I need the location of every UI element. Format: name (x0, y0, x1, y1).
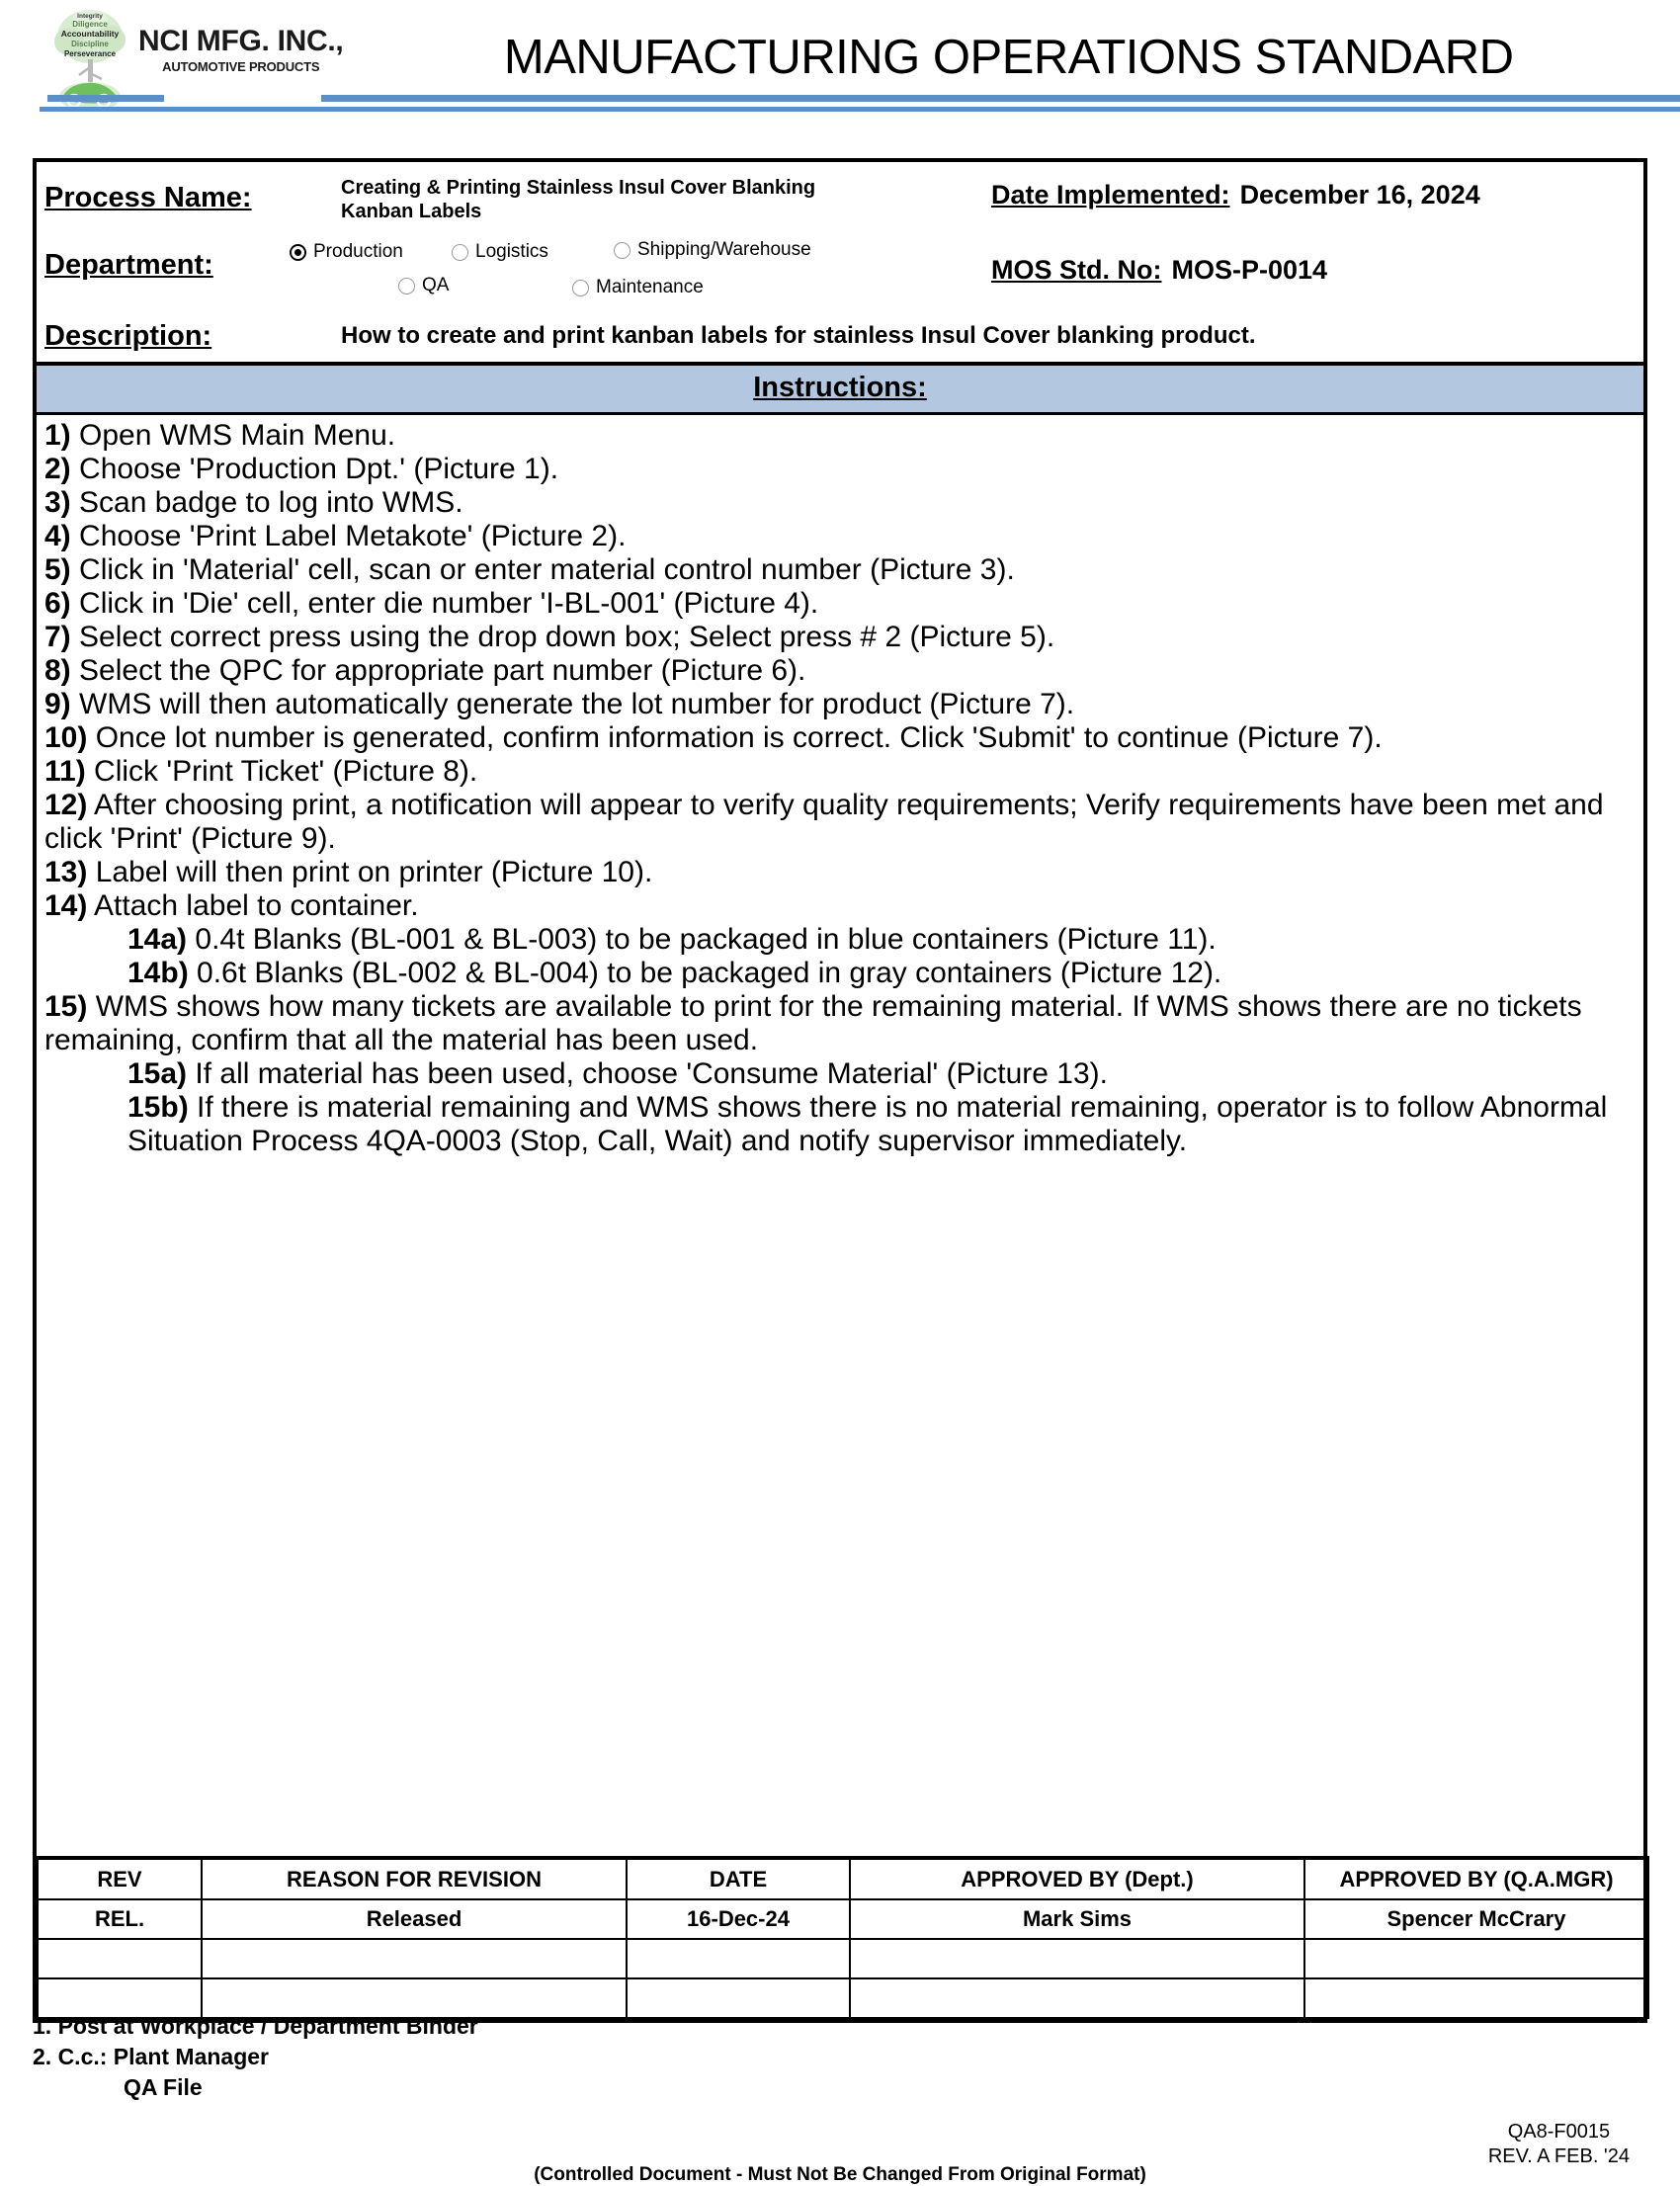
instruction-step-text: Choose 'Print Label Metakote' (Picture 2). (70, 519, 627, 552)
description-label: Description: (44, 319, 212, 352)
instruction-step (44, 957, 1634, 990)
instruction-step-number: 9) (44, 687, 71, 720)
form-revision: REV. A FEB. '24 (1487, 2145, 1630, 2167)
logo-word-2: Accountability (60, 29, 120, 39)
instructions-body (37, 415, 1643, 1856)
instruction-step (44, 520, 1634, 553)
instruction-step-text: After choosing print, a notification will appear to verify quality requirements; Verify requirements have been met and click 'Print' (Picture 9). (44, 788, 1604, 855)
instruction-step-number: 10) (44, 720, 88, 754)
description-row (37, 310, 1643, 366)
instruction-step (44, 755, 1634, 789)
instruction-step-text: Select correct press using the drop down box; Select press # 2 (Picture 5). (70, 620, 1055, 653)
radio-logistics-icon[interactable] (452, 244, 468, 261)
revision-cell: Mark Sims (850, 1899, 1304, 1939)
instruction-step (44, 688, 1634, 721)
instruction-step-text: Label will then print on printer (Picture 10). (87, 855, 653, 888)
instruction-step-text: Attach label to container. (87, 888, 419, 922)
page-title: MANUFACTURING OPERATIONS STANDARD (503, 31, 1514, 84)
department-row (37, 233, 1643, 310)
revision-table-body (38, 1899, 1648, 2018)
department-options (282, 233, 991, 310)
instruction-step-number: 15b) (127, 1090, 189, 1124)
revision-col-rev: REV (38, 1858, 202, 1899)
instruction-step-text: Click in 'Material' cell, scan or enter material control number (Picture 3). (70, 552, 1015, 586)
instruction-step-text: If there is material remaining and WMS shows there is no material remaining, operator is to follow Abnormal Situation Process 4QA-0003 (Stop, Call, Wait) and notify supervisor immediately. (127, 1090, 1608, 1157)
instruction-step-number: 14b) (127, 956, 189, 989)
footer-distribution-3: QA File (124, 2074, 203, 2101)
company-name: NCI MFG. INC., (138, 25, 344, 57)
instruction-step-text: Scan badge to log into WMS. (70, 485, 463, 519)
department-option-label: Shipping/Warehouse (637, 239, 811, 260)
instruction-step-number: 15) (44, 989, 88, 1023)
instruction-step-text: If all material has been used, choose 'Consume Material' (Picture 13). (187, 1056, 1108, 1090)
header-accent-rules (0, 95, 1680, 117)
instruction-step-text: 0.4t Blanks (BL-001 & BL-003) to be packaged in blue containers (Picture 11). (187, 922, 1217, 956)
company-tagline: AUTOMOTIVE PRODUCTS (162, 59, 320, 74)
department-option-maintenance[interactable] (572, 277, 704, 298)
date-implemented-value: December 16, 2024 (1239, 179, 1480, 210)
instruction-step-number: 7) (44, 620, 71, 653)
instruction-step-text: 0.6t Blanks (BL-002 & BL-004) to be packaged in gray containers (Picture 12). (188, 956, 1222, 989)
accent-rule-left (47, 95, 164, 102)
instruction-step (44, 553, 1634, 587)
instruction-step (44, 990, 1634, 1057)
radio-qa-icon[interactable] (398, 278, 415, 294)
department-option-label: Logistics (475, 241, 548, 262)
revision-cell: Released (202, 1899, 627, 1939)
process-name-line1: Creating & Printing Stainless Insul Cover Blanking (341, 176, 816, 199)
standard-form-frame (33, 158, 1647, 2023)
instruction-step (44, 587, 1634, 621)
instruction-step-number: 6) (44, 586, 71, 620)
instructions-heading-text: Instructions: (753, 372, 927, 403)
company-name-block (138, 27, 343, 92)
footer-distribution-1: 1. Post at Workplace / Department Binder (33, 2013, 478, 2039)
instruction-step (44, 856, 1634, 889)
logo-word-3: Discipline (71, 40, 109, 48)
department-option-logistics[interactable] (452, 241, 548, 263)
revision-cell (38, 1939, 202, 1978)
mos-std-no-value: MOS-P-0014 (1171, 255, 1328, 285)
process-name-row (37, 162, 1643, 233)
instruction-step-text: Choose 'Production Dpt.' (Picture 1). (70, 452, 559, 485)
instruction-step (44, 789, 1634, 856)
logo-word-1: Diligence (72, 20, 108, 29)
instruction-step-number: 12) (44, 788, 88, 821)
instruction-step-text: Click 'Print Ticket' (Picture 8). (85, 754, 478, 788)
instruction-step-number: 3) (44, 485, 71, 519)
instruction-step-number: 4) (44, 519, 71, 552)
instruction-step-text: Select the QPC for appropriate part number (Picture 6). (70, 653, 806, 687)
department-option-label: QA (422, 275, 450, 295)
radio-maintenance-icon[interactable] (572, 280, 589, 296)
instruction-step-text: WMS shows how many tickets are available to print for the remaining material. If WMS shows there are no tickets remaining, confirm that all the material has been used. (44, 989, 1582, 1056)
instruction-step (44, 654, 1634, 688)
document-header (0, 0, 1680, 128)
instruction-step-text: Open WMS Main Menu. (70, 419, 396, 452)
mos-std-no-cell (991, 233, 1643, 286)
instruction-step-number: 15a) (127, 1056, 188, 1090)
department-option-label: Maintenance (596, 277, 704, 297)
footer-distribution-2: 2. C.c.: Plant Manager (33, 2044, 270, 2070)
instruction-step-number: 1) (44, 419, 71, 452)
revision-col-approved-qa: APPROVED BY (Q.A.MGR) (1304, 1858, 1648, 1899)
revision-col-date: DATE (627, 1858, 850, 1899)
instruction-step-text: WMS will then automatically generate the lot number for product (Picture 7). (70, 687, 1075, 720)
department-label-cell (37, 233, 282, 282)
instruction-step (44, 923, 1634, 957)
instruction-step-text: Once lot number is generated, confirm information is correct. Click 'Submit' to continue (Picture 7). (87, 720, 1383, 754)
department-option-shipping-warehouse[interactable] (614, 239, 811, 261)
process-name-value (333, 172, 991, 224)
department-option-label: Production (313, 241, 403, 262)
form-number-block (1488, 2120, 1630, 2169)
revision-cell: REL. (38, 1899, 202, 1939)
revision-cell (627, 1939, 850, 1978)
instruction-step-number: 5) (44, 552, 71, 586)
revision-cell (850, 1939, 1304, 1978)
revision-cell (1304, 1939, 1648, 1978)
process-name-line2: Kanban Labels (341, 201, 482, 222)
instruction-step-number: 8) (44, 653, 71, 687)
instruction-step (44, 1057, 1634, 1091)
table-row (38, 1899, 1648, 1939)
description-label-cell (37, 320, 333, 353)
mos-std-no-label: MOS Std. No: (991, 255, 1162, 285)
instruction-step-number: 14a) (127, 922, 188, 956)
description-value: How to create and print kanban labels for stainless Insul Cover blanking product. (341, 322, 1256, 349)
instruction-step-number: 13) (44, 855, 88, 888)
form-number: QA8-F0015 (1507, 2121, 1611, 2143)
instruction-step (44, 889, 1634, 923)
instruction-step-number: 14) (44, 888, 88, 922)
revision-table-header-row (38, 1858, 1648, 1899)
department-option-qa[interactable] (398, 275, 449, 296)
revision-cell: 16-Dec-24 (627, 1899, 850, 1939)
logo-word-0: Integrity (77, 13, 103, 20)
radio-production-icon[interactable] (290, 244, 306, 261)
instruction-step-number: 2) (44, 452, 71, 485)
instruction-step (44, 1091, 1634, 1158)
radio-shipping-warehouse-icon[interactable] (614, 242, 630, 259)
revision-table (37, 1856, 1649, 2019)
instruction-step (44, 721, 1634, 755)
instruction-step-text: Click in 'Die' cell, enter die number 'I-BL-001' (Picture 4). (70, 586, 819, 620)
accent-rule-right (321, 95, 1680, 102)
revision-cell: Spencer McCrary (1304, 1899, 1648, 1939)
department-label: Department: (44, 249, 213, 281)
process-name-label: Process Name: (44, 181, 252, 213)
logo-word-4: Perseverance (63, 49, 117, 58)
controlled-document-note: (Controlled Document - Must Not Be Changed From Original Format) (534, 2164, 1146, 2185)
revision-col-reason: REASON FOR REVISION (202, 1858, 627, 1899)
department-option-production[interactable] (290, 241, 403, 263)
instruction-step (44, 419, 1634, 453)
process-name-label-cell (37, 182, 333, 214)
document-footer (33, 2011, 1647, 2185)
date-implemented-label: Date Implemented: (991, 179, 1230, 210)
date-implemented-cell (991, 180, 1643, 216)
instruction-step (44, 486, 1634, 520)
instruction-step-number: 11) (44, 754, 86, 788)
table-row (38, 1939, 1648, 1978)
revision-col-approved-dept: APPROVED BY (Dept.) (850, 1858, 1304, 1899)
instructions-header (37, 366, 1643, 415)
accent-rule-full (40, 107, 1680, 112)
instruction-step (44, 621, 1634, 654)
revision-cell (202, 1939, 627, 1978)
instruction-step (44, 453, 1634, 486)
